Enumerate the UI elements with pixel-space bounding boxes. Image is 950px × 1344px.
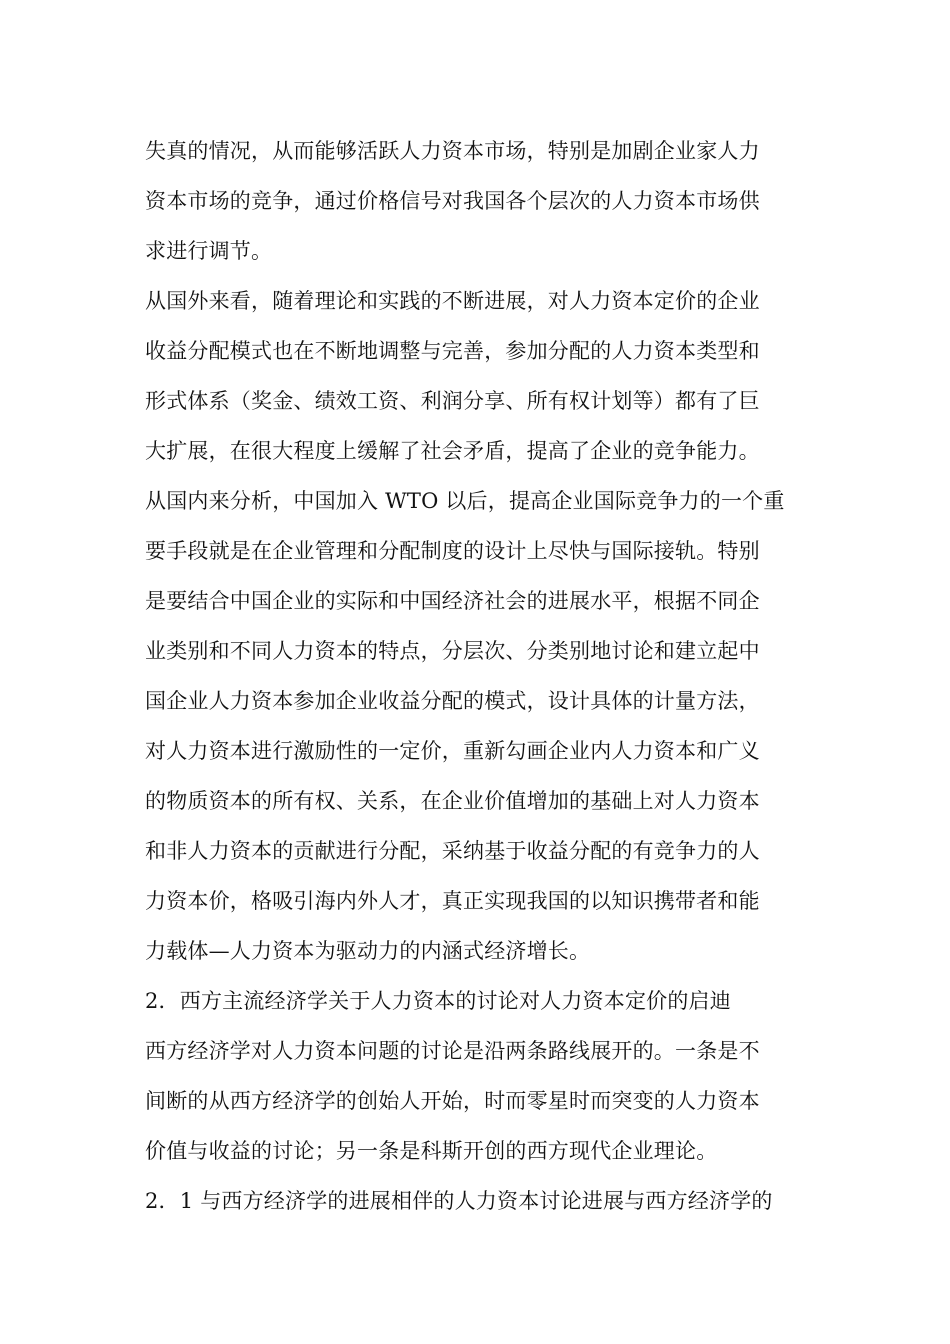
- text-line: 和非人力资本的贡献进行分配，采纳基于收益分配的有竞争力的人: [145, 839, 760, 863]
- text-line: 要手段就是在企业管理和分配制度的设计上尽快与国际接轨。特别: [145, 539, 760, 563]
- text-line: 求进行调节。: [145, 239, 273, 263]
- text-line: 力载体—人力资本为驱动力的内涵式经济增长。: [145, 939, 591, 963]
- text-line: 西方经济学对人力资本问题的讨论是沿两条路线展开的。一条是不: [145, 1039, 760, 1063]
- text-line: 从国内来分析，中国加入 WTO 以后，提高企业国际竞争力的一个重: [145, 489, 785, 513]
- text-line: 业类别和不同人力资本的特点，分层次、分类别地讨论和建立起中: [145, 639, 760, 663]
- text-line: 国企业人力资本参加企业收益分配的模式，设计具体的计量方法，: [145, 689, 760, 713]
- subsection-heading: 2．1 与西方经济学的进展相伴的人力资本讨论进展与西方经济学的: [145, 1189, 773, 1213]
- text-line: 大扩展，在很大程度上缓解了社会矛盾，提高了企业的竞争能力。: [145, 439, 760, 463]
- section-heading: 2．西方主流经济学关于人力资本的讨论对人力资本定价的启迪: [145, 989, 731, 1013]
- text-line: 从国外来看，随着理论和实践的不断进展，对人力资本定价的企业: [145, 289, 760, 313]
- text-line: 是要结合中国企业的实际和中国经济社会的进展水平，根据不同企: [145, 589, 760, 613]
- text-line: 形式体系（奖金、绩效工资、利润分享、所有权计划等）都有了巨: [145, 389, 760, 413]
- text-line: 力资本价，格吸引海内外人才，真正实现我国的以知识携带者和能: [145, 889, 760, 913]
- text-line: 对人力资本进行激励性的一定价，重新勾画企业内人力资本和广义: [145, 739, 760, 763]
- text-line: 间断的从西方经济学的创始人开始，时而零星时而突变的人力资本: [145, 1089, 760, 1113]
- text-line: 的物质资本的所有权、关系，在企业价值增加的基础上对人力资本: [145, 789, 760, 813]
- text-line: 资本市场的竞争，通过价格信号对我国各个层次的人力资本市场供: [145, 189, 760, 213]
- text-line: 价值与收益的讨论；另一条是科斯开创的西方现代企业理论。: [145, 1139, 718, 1163]
- text-line: 收益分配模式也在不断地调整与完善，参加分配的人力资本类型和: [145, 339, 760, 363]
- text-line: 失真的情况，从而能够活跃人力资本市场，特别是加剧企业家人力: [145, 139, 760, 163]
